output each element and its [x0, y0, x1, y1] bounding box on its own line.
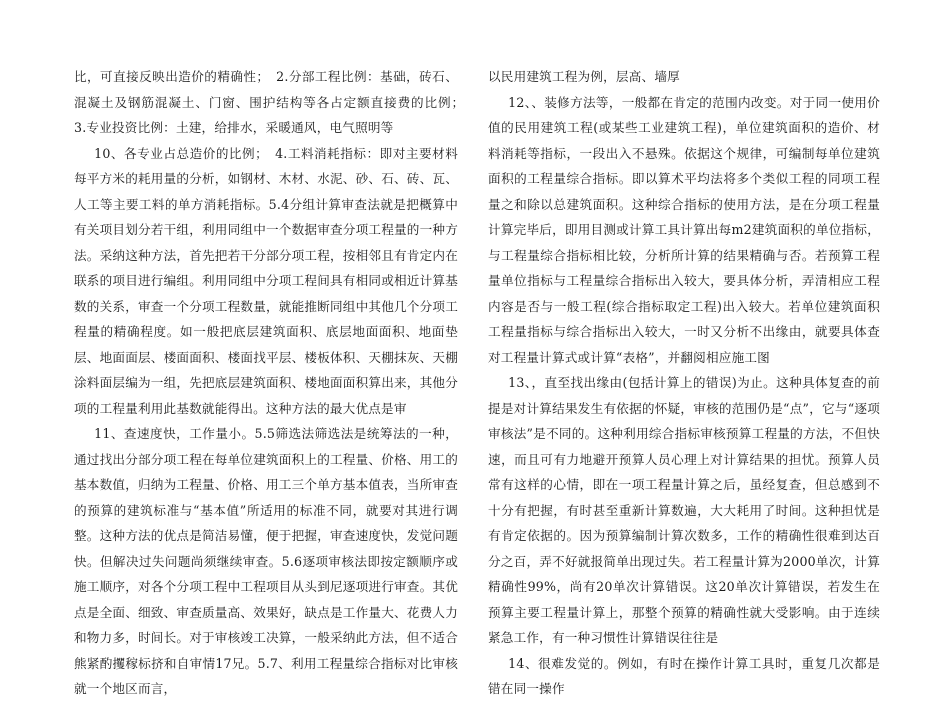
right-paragraph-4: 14、很难发觉的。例如，有时在操作计算工具时，重复几次都是错在同一操作 — [488, 655, 880, 696]
left-paragraph-3: 11、查速度快，工作量小。5.5筛选法筛选法是统筹法的一种，通过找出分部分项工程在每单位建筑面积上的工程量、价格、用工的基本数值，归纳为工程量、价格、用工三个单方基本值表，当所审查的预算的建筑标准与“基本值”所适用的标准不同，就要对其进行调整。这种方法的优点是简洁易懂，便于把握，审查速度快，发觉问题快。但解决过失问题尚须继续审查。5.6逐项审核法即按定额顺序或施工顺序，对各个分项工程中工程项目从头到尼逐项进行审查。其优点是全面、细致、审查质量高、效果好，缺点是工作量大、花费人力和物力多，时间长。对于审核竣工决算，一般采纳此方法，但不适合熊紧酌攫稼标挤和自审情17兄。5.7、利用工程量综合指标对比审核就一个地区而言， — [74, 426, 458, 696]
right-paragraph-2: 12、、装修方法等，一般都在肯定的范围内改变。对于同一使用价值的民用建筑工程(或某些工业建筑工程)，单位建筑面积的造价、材料消耗等指标，一段出入不悬殊。依据这个规律，可编制每单位建筑面积的工程量综合指标。即以算术平均法将多个类似工程的同项工程量之和除以总建筑面积。这种综合指标的使用方法，是在分项工程量计算完毕后，即用目测或计算工具计算出每m2建筑面积的单位指标，与工程量综合指标相比较，分析所计算的结果精确与否。若预算工程量单位指标与工程量综合指标出入较大，要具体分析，弄清相应工程内容是否与一般工程(综合指标取定工程)出入较大。若单位建筑面积工程量指标与综合指标出入较大，一时又分析不出缘由，就要具体查对工程量计算式或计算“表格”，并翻阅相应施工图 — [488, 94, 880, 365]
left-paragraph-1: 比，可直接反映出造价的精确性； 2.分部工程比例：基础，砖石、混凝土及钢筋混凝土、门窗、围护结构等各占定额直接费的比例； 3.专业投资比例：土建，给排水，采暖通风，电气照明等 — [74, 69, 471, 135]
right-paragraph-1: 以民用建筑工程为例，层高、墙厚 — [488, 69, 680, 84]
right-paragraph-3: 13、，直至找出缘由(包括计算上的错误)为止。这种具体复查的前提是对计算结果发生有依据的怀疑，审核的范围仍是“点”，它与“逐项审核法”是不同的。这种利用综合指标审核预算工程量的方法，不但快速，而且可有力地避开预算人员心理上对计算结果的担忧。预算人员常有这样的心情，即在一项工程量计算之后，虽经复查，但总感到不十分有把握，有时甚至重新计算数遍，大大耗用了时间。这种担忧是有肯定依据的。因为预算编制计算次数多，工作的精确性很难到达百分之百，弄不好就报简单出现过失。若工程量计算为2000单次，计算精确性99%，尚有20单次计算错误。这20单次计算错误，若发生在预算主要工程量计算上，那整个预算的精确性就大受影响。由于连续紧急工作，有一种习惯性计算错误往往是 — [488, 375, 880, 645]
right-column — [488, 64, 880, 702]
left-paragraph-2: 10、各专业占总造价的比例； 4.工料消耗指标：即对主要材料每平方米的耗用量的分析，如钢材、木材、水泥、砂、石、砖、瓦、人工等主要工料的单方消耗指标。5.4分组计算审查法就是把概算中有关项目划分若干组，利用同组中一个数据审查分项工程量的一种方法。采纳这种方法，首先把若干分部分项工程，按相邻且有肯定内在联系的项目进行编组。利用同组中分项工程间具有相同或相近计算基数的关系，审查一个分项工程数量，就能推断同组中其他几个分项工程量的精确程度。如一般把底层建筑面积、底层地面面积、地面垫层、地面面层、楼面面积、楼面找平层、楼板体积、天棚抹灰、天棚涂料面层编为一组，先把底层建筑面积、楼地面面积算出来，其他分项的工程量利用此基数就能得出。这种方法的最大优点是审 — [74, 145, 458, 416]
left-column — [74, 64, 471, 702]
